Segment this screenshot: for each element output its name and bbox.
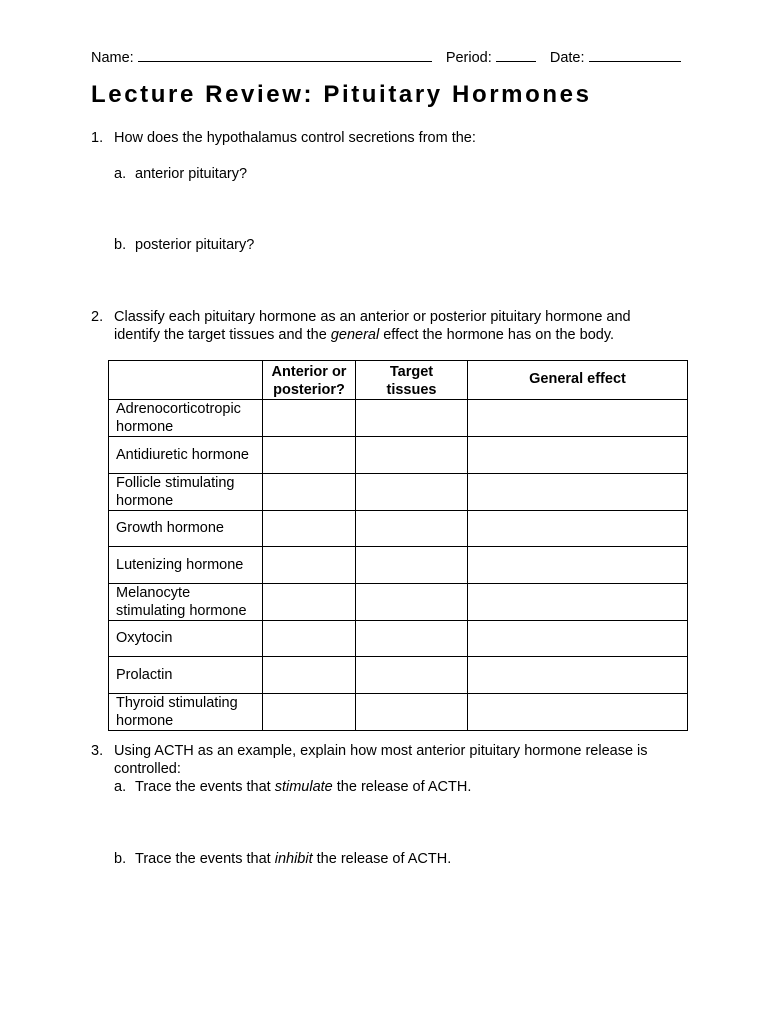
date-label: Date: [549,50,585,66]
general-effect-cell[interactable] [468,657,688,694]
target-tissues-cell[interactable] [356,437,468,474]
table-row [109,657,688,694]
general-effect-cell[interactable] [468,583,688,620]
q3b-pre: Trace the events that [135,851,275,867]
hormone-name: Adrenocorticotropic hormone [109,400,263,437]
anterior-posterior-cell[interactable] [263,510,356,547]
page-title: Lecture Review: Pituitary Hormones [91,81,592,108]
target-tissues-cell[interactable] [356,547,468,584]
target-tissues-cell[interactable] [356,400,468,437]
table-row [109,437,688,474]
hormone-name: Follicle stimulating hormone [109,473,263,510]
q3a-text [135,778,471,796]
table-row [109,400,688,437]
name-field[interactable] [138,47,432,62]
q3a-marker: a. [114,779,127,795]
target-tissues-cell[interactable] [356,620,468,657]
anterior-posterior-cell[interactable] [263,620,356,657]
target-tissues-cell[interactable] [356,583,468,620]
anterior-posterior-cell[interactable] [263,583,356,620]
table-row [109,693,688,730]
q3b-post: the release of ACTH. [312,851,452,867]
hormone-name: Growth hormone [109,510,263,547]
header-anterior-posterior: Anterior or posterior? [263,361,356,400]
table-header-row [109,361,688,400]
q3a-pre: Trace the events that [135,779,275,795]
q3b-emphasis: inhibit [274,851,313,867]
q2-line2-emphasis: general [330,327,380,343]
q1-number: 1. [91,130,104,146]
q2-line2-post: effect the hormone has on the body. [379,327,615,343]
anterior-posterior-cell[interactable] [263,473,356,510]
general-effect-cell[interactable] [468,547,688,584]
hormone-name: Melanocyte stimulating hormone [109,583,263,620]
q1b-text: posterior pituitary? [135,237,255,253]
q2-line1: Classify each pituitary hormone as an anterior or posterior pituitary hormone and [114,309,631,325]
hormone-name: Lutenizing hormone [109,547,263,584]
general-effect-cell[interactable] [468,437,688,474]
target-tissues-cell[interactable] [356,510,468,547]
target-tissues-cell[interactable] [356,657,468,694]
period-field[interactable] [496,47,536,62]
header-target-tissues: Target tissues [356,361,468,400]
hormone-name: Thyroid stimulating hormone [109,693,263,730]
header-hormone [109,361,263,400]
hormone-name: Oxytocin [109,620,263,657]
q3b-marker: b. [114,851,127,867]
q3b-text [135,850,451,868]
anterior-posterior-cell[interactable] [263,693,356,730]
table-row [109,473,688,510]
general-effect-cell[interactable] [468,620,688,657]
name-label: Name: [91,50,134,66]
q1a-text: anterior pituitary? [135,166,248,182]
general-effect-cell[interactable] [468,400,688,437]
hormone-name: Antidiuretic hormone [109,437,263,474]
general-effect-cell[interactable] [468,693,688,730]
q2-number: 2. [91,309,104,325]
table-row [109,547,688,584]
header-general-effect: General effect [468,361,688,400]
anterior-posterior-cell[interactable] [263,657,356,694]
table-row [109,620,688,657]
q2-line2 [114,326,614,344]
header-line [91,47,681,67]
q3a-emphasis: stimulate [274,779,333,795]
period-label: Period: [445,50,492,66]
q1a-marker: a. [114,166,127,182]
target-tissues-cell[interactable] [356,473,468,510]
q1-text: How does the hypothalamus control secretions from the: [114,130,476,146]
table-row [109,583,688,620]
anterior-posterior-cell[interactable] [263,437,356,474]
anterior-posterior-cell[interactable] [263,400,356,437]
hormone-table [108,360,688,731]
q2-line2-pre: identify the target tissues and the [114,327,331,343]
general-effect-cell[interactable] [468,473,688,510]
target-tissues-cell[interactable] [356,693,468,730]
anterior-posterior-cell[interactable] [263,547,356,584]
q3-line2: controlled: [114,761,181,777]
q3a-post: the release of ACTH. [332,779,472,795]
q1b-marker: b. [114,237,127,253]
date-field[interactable] [589,47,681,62]
general-effect-cell[interactable] [468,510,688,547]
hormone-name: Prolactin [109,657,263,694]
q3-number: 3. [91,743,104,759]
q3-line1: Using ACTH as an example, explain how most anterior pituitary hormone release is [114,743,648,759]
table-row [109,510,688,547]
